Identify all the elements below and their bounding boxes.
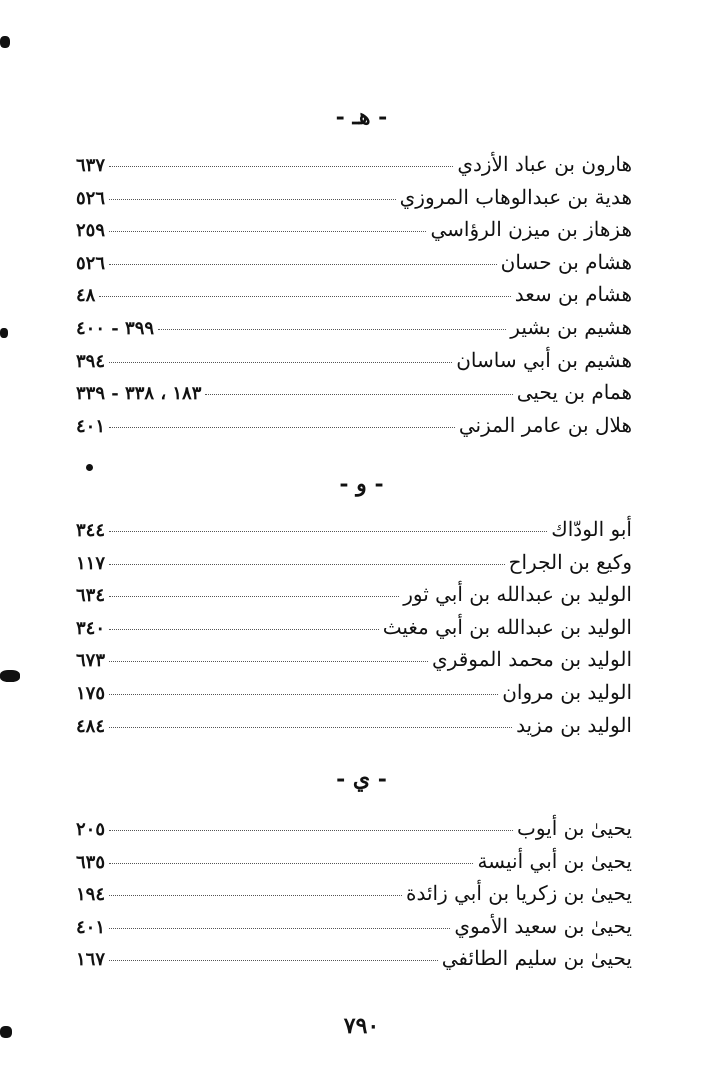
entry-name: الوليد بن عبدالله بن أبي مغيث [382,614,632,639]
scan-blot-mark [0,328,8,338]
entry-name: يحيىٰ بن سليم الطائفي [441,946,632,971]
entry-pages: ٣٩٤ [76,350,106,372]
entry-pages: ٤٠١ [76,916,106,938]
dot-leader [109,928,450,929]
entries-list-ya [76,812,632,975]
entry-name: هزهاز بن ميزن الرؤاسي [430,217,632,242]
page-number: ٧٩٠ [343,1013,380,1039]
entry-pages: ٥٢٦ [76,252,106,274]
dot-leader [109,727,512,728]
entry-name: يحيىٰ بن أيوب [517,816,632,840]
entry-pages: ٢٠٥ [76,819,106,840]
entry-name: الوليد بن محمد الموقري [432,647,632,672]
scan-blot-mark [0,670,20,682]
index-entry [76,546,632,579]
section-heading-ha: - هـ - [335,104,388,130]
entry-pages: ٤٠١ [76,415,106,437]
entry-name: همام بن يحيى [516,380,632,405]
entry-name: أبو الودّاك [551,517,632,541]
index-entry [76,877,632,910]
entry-pages: ١٨٣ ، ٣٣٨ - ٣٣٩ [76,383,202,405]
entry-name: هدية بن عبدالوهاب المروزي [399,184,632,209]
dot-leader [109,564,505,565]
entry-name: يحيىٰ بن زكريا بن أبي زائدة [406,881,632,906]
index-entry [76,643,632,676]
entry-pages: ١٩٤ [76,884,106,906]
dot-leader [109,863,473,864]
entry-pages: ١١٧ [76,552,106,574]
dot-leader [205,394,512,395]
dot-leader [109,629,379,630]
index-entry [76,181,632,214]
entry-pages: ١٦٧ [76,949,106,971]
dot-leader [109,362,452,363]
index-entry [76,409,632,442]
entry-pages: ٦٣٤ [76,585,106,607]
index-entry [76,148,632,181]
index-entry [76,709,632,742]
entry-name: الوليد بن مروان [502,679,632,704]
entry-name: الوليد بن عبدالله بن أبي ثور [403,582,632,607]
section-heading-waw: - و - [339,471,384,497]
scan-dot-mark [86,464,93,471]
index-entry [76,513,632,546]
index-entry [76,942,632,975]
dot-leader [109,231,426,232]
dot-leader [109,596,399,597]
dot-leader [109,661,428,662]
entry-pages: ٦٧٣ [76,650,106,672]
entry-pages: ١٧٥ [76,682,106,704]
dot-leader [99,296,510,297]
entry-pages: ٣٩٩ - ٤٠٠ [76,317,155,339]
entry-pages: ٤٨٤ [76,715,106,737]
index-entry [76,376,632,409]
entry-name: هلال بن عامر المزني [458,412,632,437]
entry-pages: ٤٨ [76,285,96,307]
entry-name: هشيم بن أبي ساسان [456,347,632,372]
section-heading-ya: - ي - [336,766,387,792]
entry-name: هشيم بن بشير [510,314,632,339]
entries-list-ha [76,148,632,441]
entry-pages: ٣٤٤ [76,520,106,541]
entry-pages: ٦٣٧ [76,155,106,176]
index-entry [76,278,632,311]
index-entry [76,611,632,644]
scan-blot-mark [0,1026,12,1038]
index-entry [76,578,632,611]
entry-name: الوليد بن مزيد [516,712,632,737]
dot-leader [109,166,453,167]
entry-name: هشام بن حسان [500,249,632,274]
entry-pages: ٥٢٦ [76,187,106,209]
index-entry [76,246,632,279]
dot-leader [109,895,402,896]
entries-list-waw [76,513,632,741]
entry-pages: ٣٤٠ [76,617,106,639]
dot-leader [109,264,497,265]
index-entry [76,910,632,943]
dot-leader [109,694,498,695]
dot-leader [109,427,455,428]
dot-leader [109,830,513,831]
index-entry [76,213,632,246]
entry-name: هشام بن سعد [514,282,632,307]
entry-name: هارون بن عباد الأزدي [457,152,632,176]
entry-pages: ٦٣٥ [76,851,106,873]
dot-leader [158,329,506,330]
index-entry [76,845,632,878]
index-entry [76,812,632,845]
index-entry [76,676,632,709]
index-entry [76,344,632,377]
entry-pages: ٢٥٩ [76,220,106,242]
entry-name: يحيىٰ بن سعيد الأموي [454,913,632,938]
dot-leader [109,199,396,200]
dot-leader [109,960,438,961]
scan-blot-mark [0,36,10,48]
entry-name: وكيع بن الجراح [508,549,632,574]
index-entry [76,311,632,344]
dot-leader [109,531,547,532]
entry-name: يحيىٰ بن أبي أنيسة [477,848,632,873]
